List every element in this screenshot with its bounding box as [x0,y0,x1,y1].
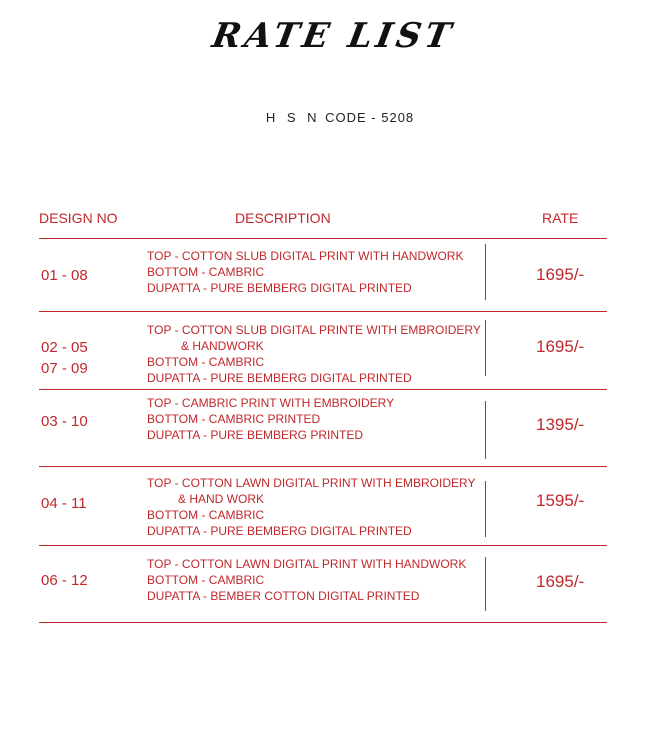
header-description: DESCRIPTION [235,210,331,226]
rate-value: 1695/- [536,265,585,284]
design-no-text: 02 - 05 [41,339,88,356]
description-line: DUPATTA - BEMBER COTTON DIGITAL PRINTED [147,589,420,603]
description-line: & HAND WORK [178,492,265,506]
description [147,475,475,539]
design-no [41,411,88,432]
description-line: BOTTOM - CAMBRIC [147,573,265,587]
rate-value: 1695/- [536,337,585,356]
design-no-text: 01 - 08 [41,267,88,284]
table-row [39,466,607,545]
column-divider [485,557,486,611]
description-line: BOTTOM - CAMBRIC [147,508,265,522]
description-line: TOP - COTTON SLUB DIGITAL PRINTE WITH EMBROIDERY [147,323,481,337]
description-line: BOTTOM - CAMBRIC [147,265,265,279]
description [147,556,466,604]
table-row [39,389,607,466]
description [147,395,394,443]
hsn-prefix: H S N [265,110,321,125]
description-line: TOP - COTTON LAWN DIGITAL PRINT WITH HANDWORK [147,557,467,571]
column-divider [485,401,486,459]
description-line: & HANDWORK [181,339,264,353]
header-design-no: DESIGN NO [39,210,118,226]
design-no-text: 06 - 12 [41,572,88,589]
table-row [39,311,607,389]
description-line: DUPATTA - PURE BEMBERG DIGITAL PRINTED [147,281,412,295]
table-header [39,210,607,230]
column-divider [485,320,486,376]
description-line: DUPATTA - PURE BEMBERG PRINTED [147,428,364,442]
column-divider [485,244,486,300]
description-line: TOP - CAMBRIC PRINT WITH EMBROIDERY [147,396,395,410]
description-line: BOTTOM - CAMBRIC [147,355,265,369]
design-no [41,570,88,591]
rate-value: 1395/- [536,415,585,434]
page-title: RATE LIST [209,16,458,56]
design-no [41,265,88,286]
hsn-code [0,110,667,125]
description [147,248,463,296]
column-divider [485,481,486,537]
description-line: DUPATTA - PURE BEMBERG DIGITAL PRINTED [147,524,412,538]
description-line: TOP - COTTON LAWN DIGITAL PRINT WITH EMBROIDERY [147,476,476,490]
header-rate: RATE [542,210,579,226]
design-no-text: 04 - 11 [41,495,87,512]
rate-value: 1695/- [536,572,585,591]
description-line: DUPATTA - PURE BEMBERG DIGITAL PRINTED [147,371,412,385]
description-line: BOTTOM - CAMBRIC PRINTED [147,412,321,426]
table-row [39,545,607,622]
description [147,322,481,386]
rate-value: 1595/- [536,491,585,510]
design-no-text: 07 - 09 [41,360,88,377]
design-no [41,337,88,379]
table-row [39,238,607,311]
design-no [41,493,87,514]
design-no-text: 03 - 10 [41,413,88,430]
hsn-label: CODE - 5208 [325,110,415,125]
description-line: TOP - COTTON SLUB DIGITAL PRINT WITH HANDWORK [147,249,464,263]
table-divider [39,622,607,623]
